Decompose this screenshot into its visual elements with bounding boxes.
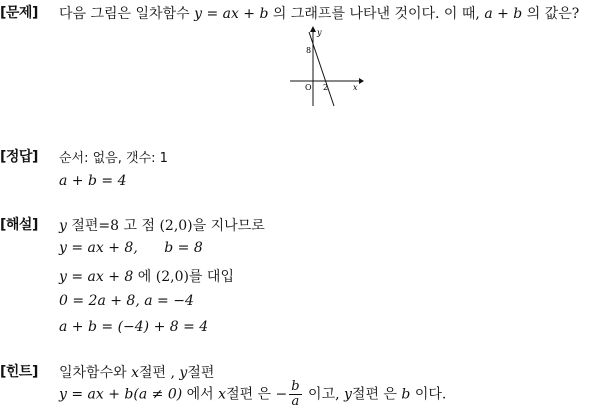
y-intercept-label: 8 <box>306 46 312 55</box>
solution-label: [해설] <box>0 217 38 233</box>
hint-text-4: 에서 <box>186 386 214 403</box>
hint-fraction-denominator: a <box>291 394 300 409</box>
solution-text-1: 절편=8 고 점 (2,0)을 지나므로 <box>71 218 265 234</box>
hint-text-8: 이다. <box>414 386 447 403</box>
hint-line-2 <box>59 380 446 409</box>
problem-text-before: 다음 그림은 일차함수 <box>59 6 190 22</box>
solution-b-value: b = 8 <box>164 240 203 256</box>
x-axis-arrow <box>359 78 364 84</box>
answer-label: [정답] <box>0 149 38 165</box>
hint-var-b: b <box>401 386 411 403</box>
function-graph <box>285 26 365 110</box>
solution-line-4: 0 = 2a + 8, a = −4 <box>59 293 194 309</box>
solution-text-3: 에 (2,0)를 대입 <box>137 269 234 285</box>
solution-line-3 <box>59 266 234 286</box>
hint-var-x2: x <box>218 386 227 403</box>
origin-label: O <box>305 83 312 92</box>
y-axis-arrow <box>310 26 316 32</box>
hint-eq: y = ax + b(a ≠ 0) <box>59 386 183 403</box>
problem-text-mid: 의 그래프를 나타낸 것이다. 이 때, <box>272 6 480 22</box>
solution-line-1 <box>59 215 265 235</box>
hint-fraction <box>289 380 301 409</box>
hint-fraction-numerator: b <box>291 379 300 394</box>
hint-var-y2: y <box>344 386 352 403</box>
hint-text-5: 절편 은 − <box>226 386 288 403</box>
hint-var-y: y <box>179 365 188 381</box>
hint-text-1: 일차함수와 <box>59 365 127 381</box>
hint-label: [힌트] <box>0 364 38 380</box>
solution-eq-2: y = ax + 8, <box>59 240 138 256</box>
hint-text-6: 이고, <box>308 386 340 403</box>
hint-text-3: 절편 <box>187 365 215 381</box>
hint-text-7: 절편 은 <box>351 386 397 403</box>
hint-var-x: x <box>131 365 139 381</box>
x-axis-label: x <box>353 83 358 92</box>
answer-line-1: 순서: 없음, 갯수: 1 <box>59 151 168 166</box>
problem-equation: y = ax + b <box>194 6 269 22</box>
solution-eq-3: y = ax + 8 <box>59 269 134 285</box>
solution-line-2 <box>59 240 203 256</box>
problem-label: [문제] <box>0 5 38 21</box>
solution-line-5: a + b = (−4) + 8 = 4 <box>59 319 209 335</box>
x-intercept-label: 2 <box>323 83 329 92</box>
solution-var-y: y <box>59 218 67 234</box>
hint-text-2: 절편 , <box>138 365 175 381</box>
problem-expression: a + b <box>484 6 523 22</box>
hint-line-1 <box>59 362 214 382</box>
y-axis-label: y <box>317 28 322 37</box>
answer-line-2: a + b = 4 <box>59 173 127 189</box>
problem-statement <box>59 3 579 23</box>
problem-text-after: 의 값은? <box>526 6 580 22</box>
